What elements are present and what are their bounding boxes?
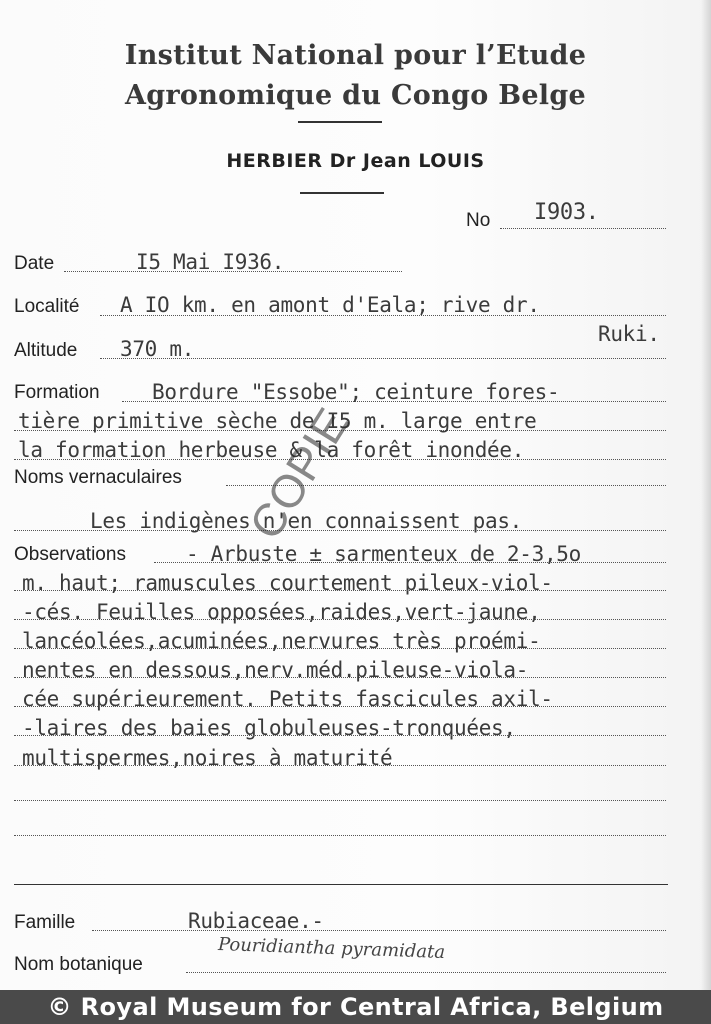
herbier-divider	[300, 192, 384, 194]
noms-vernaculaires-value: Les indigènes n'en connaissent pas.	[90, 509, 523, 533]
number-dotted-line	[500, 228, 666, 229]
famille-value: Rubiaceae.-	[188, 909, 324, 933]
observations-line-5: nentes en dessous,nerv.méd.pileuse-viola-	[22, 658, 529, 682]
formation-line-2: tière primitive sèche de I5 m. large entre	[18, 409, 537, 433]
observations-dotted-line-6	[14, 706, 666, 707]
nom-botanique-handwritten-value: Pouridiantha pyramidata	[217, 934, 446, 963]
observations-line-3: -cés. Feuilles opposées,raides,vert-jaune,	[22, 600, 541, 624]
number-label: No	[466, 210, 491, 231]
formation-line-3: la formation herbeuse & la forêt inondée.	[18, 438, 525, 462]
observations-line-7: -laires des baies globuleuses-tronquées,	[22, 716, 516, 740]
observations-dotted-line-10	[14, 835, 666, 836]
observations-dotted-line-3	[14, 619, 666, 620]
observations-line-6: cée supérieurement. Petits fascicules axil-	[22, 687, 553, 711]
observations-dotted-line-8	[14, 765, 666, 766]
copyright-banner: © Royal Museum for Central Africa, Belgium	[0, 990, 711, 1024]
nom-botanique-dotted-line	[186, 972, 666, 973]
formation-label: Formation	[14, 382, 100, 403]
observations-dotted-line-5	[14, 677, 666, 678]
noms-vernaculaires-label: Noms vernaculaires	[14, 467, 182, 488]
nom-botanique-label: Nom botanique	[14, 954, 143, 975]
date-value: I5 Mai I936.	[136, 250, 285, 274]
observations-dotted-line-9	[14, 800, 666, 801]
famille-label: Famille	[14, 912, 76, 933]
observations-label: Observations	[14, 544, 126, 565]
observations-line-1: - Arbuste ± sarmenteux de 2-3,5o	[186, 542, 581, 566]
famille-dotted-line	[92, 930, 666, 931]
bottom-separator	[14, 884, 668, 885]
observations-line-4: lancéolées,acuminées,nervures très proémi-	[22, 629, 541, 653]
observations-dotted-line-7	[14, 735, 666, 736]
observations-dotted-line-4	[14, 648, 666, 649]
localite-label: Localité	[14, 296, 80, 317]
institute-title-line2: Agronomique du Congo Belge	[124, 80, 587, 111]
observations-dotted-line-2	[14, 590, 666, 591]
number-value: I903.	[534, 200, 599, 225]
formation-line-1: Bordure "Essobe"; ceinture fores-	[152, 380, 560, 404]
herbier-heading: HERBIER Dr Jean LOUIS	[226, 150, 485, 172]
copie-stamp: COPIE	[238, 399, 359, 549]
date-label: Date	[14, 253, 55, 274]
title-divider	[298, 121, 382, 123]
observations-line-8: multispermes,noires à maturité	[22, 746, 393, 770]
altitude-value: 370 m.	[120, 337, 195, 361]
localite-value-line1: A IO km. en amont d'Eala; rive dr.	[120, 293, 540, 317]
localite-value-line2: Ruki.	[598, 322, 660, 346]
altitude-label: Altitude	[14, 340, 78, 361]
institute-title-line1: Institut National pour l’Etude	[124, 40, 587, 71]
observations-line-2: m. haut; ramuscules courtement pileux-viol-	[22, 571, 553, 595]
